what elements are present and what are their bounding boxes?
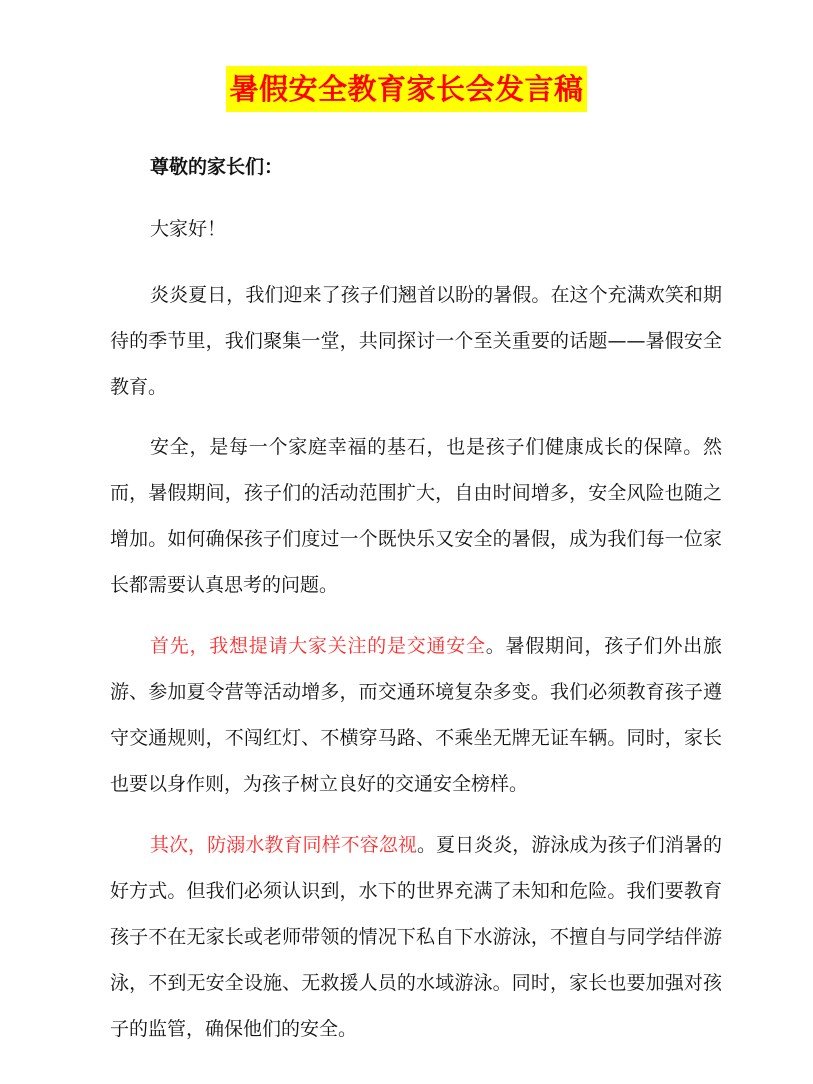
document-title: 暑假安全教育家长会发言稿 [226,66,586,112]
paragraph-text: 安全，是每一个家庭幸福的基石，也是孩子们健康成长的保障。然而，暑假期间，孩子们的活动范围扩大，自由时间增多，安全风险也随之增加。如何确保孩子们度过一个既快乐又安全的暑假，成为我们每一位家长都需要认真思考的问题。 [110,436,722,596]
highlighted-heading: 首先，我想提请大家关注的是交通安全 [150,635,486,657]
paragraph-safety-foundation [110,424,722,608]
paragraph-text: 。暑假期间，孩子们外出旅游、参加夏令营等活动增多，而交通环境复杂多变。我们必须教育孩子遵守交通规则，不闯红灯、不横穿马路、不乘坐无牌无证车辆。同时，家长也要以身作则，为孩子树立良好的交通安全榜样。 [110,635,722,795]
paragraph-intro [110,272,722,410]
greeting: 大家好！ [150,218,227,240]
salutation: 尊敬的家长们： [150,156,284,178]
paragraph-traffic-safety [110,623,722,807]
paragraph-text: 炎炎夏日，我们迎来了孩子们翘首以盼的暑假。在这个充满欢笑和期待的季节里，我们聚集一堂，共同探讨一个至关重要的话题——暑假安全教育。 [110,284,722,398]
paragraph-drowning-prevention [110,822,722,1052]
title-container [0,66,813,112]
highlighted-heading: 其次，防溺水教育同样不容忽视 [150,834,417,856]
paragraph-text: 。夏日炎炎，游泳成为孩子们消暑的好方式。但我们必须认识到，水下的世界充满了未知和危险。我们要教育孩子不在无家长或老师带领的情况下私自下水游泳，不擅自与同学结伴游泳，不到无安全设施、无救援人员的水域游泳。同时，家长也要加强对孩子的监管，确保他们的安全。 [110,834,722,1040]
